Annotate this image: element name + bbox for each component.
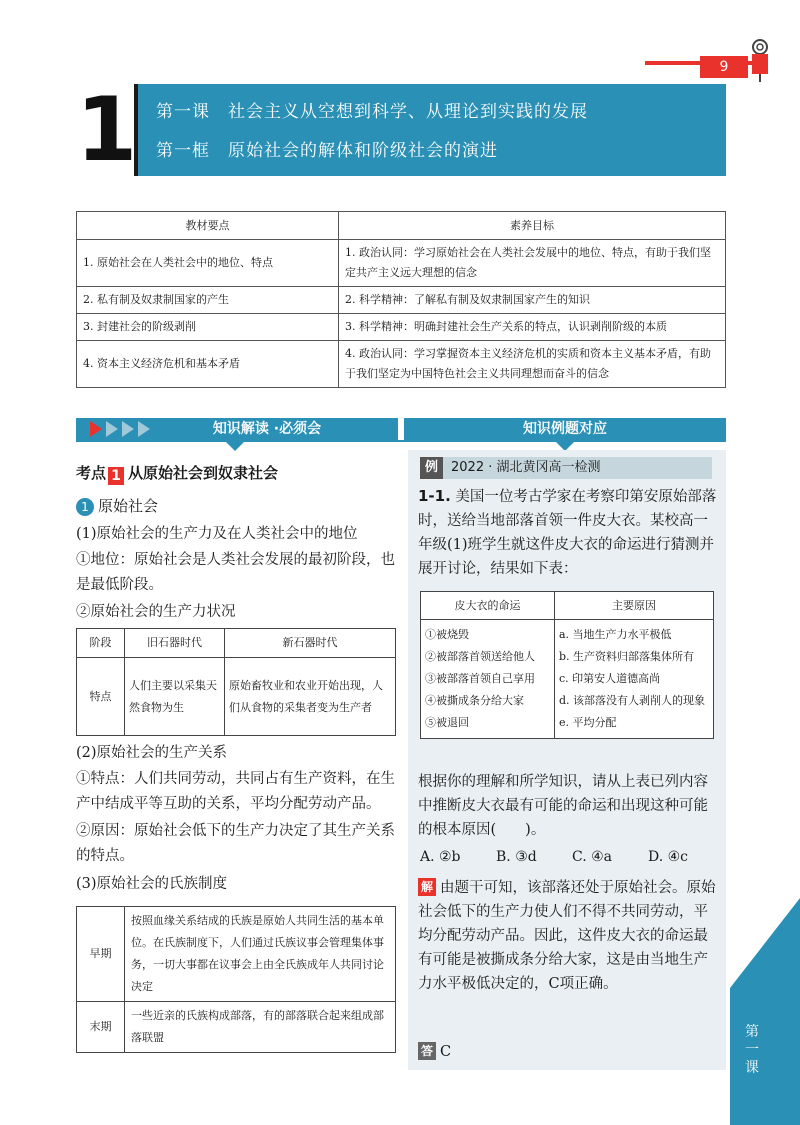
option-d: D. ④c [648,849,689,865]
lesson-title: 第一课 社会主义从空想到科学、从理论到实践的发展 [156,102,588,122]
table-cell: 末期 [77,1002,125,1053]
pointer-left-icon [226,442,244,451]
section-divider [76,440,726,442]
solution [418,876,718,996]
kaodian-label: 考点 [76,464,107,482]
table-header-goals: 素养目标 [339,212,726,240]
fate-item: ①被烧毁 [425,628,469,641]
table-cell: 原始畜牧业和农业开始出现，人们从食物的采集者变为生产者 [225,658,396,736]
reason-item: a. 当地生产力水平极低 [559,628,672,641]
table-row [77,1002,396,1053]
question-text: 美国一位考古学家在考察印第安原始部落时，送给当地部落首领一件皮大衣。某校高一年级(1)班学生就这件皮大衣的命运进行猜测并展开讨论，结果如下表： [418,489,717,577]
table-cell: 4. 资本主义经济危机和基本矛盾 [77,341,339,388]
table-cell: 旧石器时代 [125,629,225,658]
productivity-table [76,628,396,736]
table-row [421,620,714,739]
table-cell: 1. 政治认同：学习原始社会在人类社会发展中的地位、特点，有助于我们坚定共产主义远大理想的信念 [339,240,726,287]
paragraph: ②原因：原始社会低下的生产力决定了其生产关系的特点。 [76,823,395,864]
chapter-side-label: 第一课 [745,1024,759,1076]
example-label: 例 [420,457,443,479]
table-cell: 人们主要以采集天然食物为生 [125,658,225,736]
table-row [77,287,726,314]
question-number: 1-1. [418,487,451,505]
subsection-title: 原始社会 [98,497,159,515]
reason-item: b. 生产资料归部落集体所有 [559,650,695,663]
paragraph: ①特点：人们共同劳动，共同占有生产资料，在生产中结成平等互助的关系，平均分配劳动产品。 [76,771,395,812]
answer [418,1040,718,1064]
kaodian-number: 1 [108,467,124,485]
paragraph: (2)原始社会的生产关系 [76,745,228,761]
table-row [77,212,726,240]
example-header [420,457,712,479]
reason-item: c. 印第安人道德高尚 [559,672,661,685]
table-cell: 新石器时代 [225,629,396,658]
pushpin-icon [746,38,776,82]
table-row [421,592,714,620]
question-stem [418,484,718,581]
table-cell: 阶段 [77,629,125,658]
header-band [134,84,726,176]
section-bar-left [76,418,398,440]
paragraph: ②原始社会的生产力状况 [76,604,236,620]
table-cell: 一些近亲的氏族构成部落，有的部落联合起来组成部落联盟 [125,1002,396,1053]
table-cell: 主要原因 [555,592,714,620]
table-cell: 皮大衣的命运 [421,592,555,620]
fate-table [420,591,714,739]
reason-item: e. 平均分配 [559,716,617,729]
fate-item: ③被部落首领自己享用 [425,672,535,685]
section-bar-right [404,418,726,440]
table-cell: 2. 私有制及奴隶制国家的产生 [77,287,339,314]
fate-item: ②被部落首领送给他人 [425,650,535,663]
table-row [77,629,396,658]
table-cell: 3. 封建社会的阶级剥削 [77,314,339,341]
kaodian-heading [76,462,278,485]
page-number: 9 [700,56,748,78]
answer-options [420,849,720,865]
subsection-number: 1 [76,498,94,516]
answer-text: C [440,1044,452,1060]
table-cell: 4. 政治认同：学习掌握资本主义经济危机的实质和资本主义基本矛盾，有助于我们坚定为中国特色社会主义共同理想而奋斗的信念 [339,341,726,388]
table-cell: 3. 科学精神：明确封建社会生产关系的特点，认识剥削阶级的本质 [339,314,726,341]
reason-item: d. 该部落没有人剥削人的现象 [559,694,706,707]
solution-text: 由题干可知，该部落还处于原始社会。原始社会低下的生产力使人们不得不共同劳动，平均分配劳动产品。因此，这件皮大衣的命运最有可能是被撕成条分给大家，这是由当地生产力水平极低决定的，C项正确。 [418,880,716,992]
table-cell: 1. 原始社会在人类社会中的地位、特点 [77,240,339,287]
example-source: 2022 · 湖北黄冈高一检测 [451,460,601,475]
section-title-right: 知识例题对应 [523,421,607,437]
fate-item: ⑤被退回 [425,716,469,729]
table-row [77,240,726,287]
option-a: A. ②b [420,849,461,865]
section-title-left: 知识解读 ·必须会 [212,421,322,437]
table-cell: 特点 [77,658,125,736]
table-cell: 早期 [77,907,125,1002]
solution-label: 解 [418,878,436,896]
table-row [77,314,726,341]
option-b: B. ③d [496,849,537,865]
goals-table [76,211,726,388]
table-cell: 2. 科学精神：了解私有制及奴隶制国家产生的知识 [339,287,726,314]
paragraph: ①地位：原始社会是人类社会发展的最初阶段，也是最低阶段。 [76,552,395,593]
frame-title: 第一框 原始社会的解体和阶级社会的演进 [156,141,498,161]
table-cell [555,620,714,739]
table-row [77,907,396,1002]
table-row [77,658,396,736]
clan-system-table [76,906,396,1053]
paragraph: (1)原始社会的生产力及在人类社会中的地位 [76,526,358,542]
lesson-header [76,78,726,181]
kaodian-title: 从原始社会到奴隶社会 [128,464,279,482]
fate-item: ④被撕成条分给大家 [425,694,524,707]
table-row [77,341,726,388]
table-cell: 按照血缘关系结成的氏族是原始人共同生活的基本单位。在氏族制度下，人们通过氏族议事会管理集体事务，一切大事都在议事会上由全氏族成年人共同讨论决定 [125,907,396,1002]
answer-label: 答 [418,1042,436,1060]
table-header-points: 教材要点 [77,212,339,240]
chapter-side-tab [730,898,800,1125]
subsection-heading [76,495,158,516]
table-cell [421,620,555,739]
paragraph: (3)原始社会的氏族制度 [76,876,228,892]
question-prompt: 根据你的理解和所学知识，请从上表已列内容中推断皮大衣最有可能的命运和出现这种可能的根本原因( )。 [418,774,708,838]
option-c: C. ④a [572,849,613,865]
lesson-number: 1 [76,84,138,176]
